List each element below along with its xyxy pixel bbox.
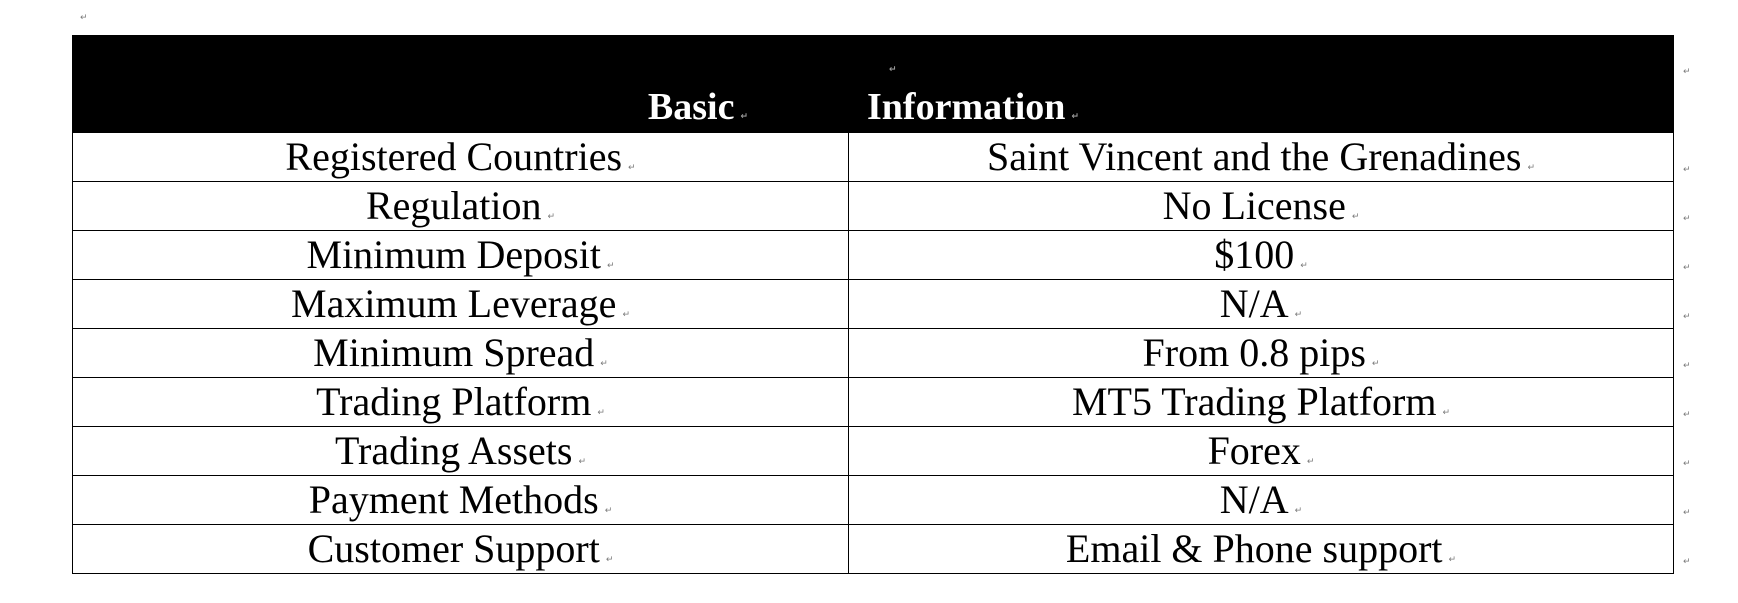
cell-end-mark: ↵ [597, 408, 605, 418]
table-row [73, 133, 1674, 182]
table-row [73, 525, 1674, 574]
label-cell [73, 133, 849, 182]
row-end-mark: ↵ [1683, 459, 1691, 469]
cell-end-mark: ↵ [606, 261, 615, 271]
row-end-mark: ↵ [1683, 263, 1691, 273]
row-label: Minimum Spread [313, 330, 595, 375]
value-cell [849, 182, 1674, 231]
cell-end-mark: ↵ [622, 310, 630, 320]
table-row [73, 427, 1674, 476]
row-value: N/A [1219, 477, 1289, 522]
cell-end-mark: ↵ [1294, 310, 1303, 320]
value-cell [849, 329, 1674, 378]
row-label: Maximum Leverage [291, 281, 617, 326]
row-label: Trading Platform [316, 379, 592, 424]
row-label: Registered Countries [285, 134, 623, 179]
row-value: MT5 Trading Platform [1071, 379, 1437, 424]
value-cell [849, 427, 1674, 476]
value-cell [849, 231, 1674, 280]
cell-end-mark: ↵ [604, 506, 613, 516]
row-label: Regulation [365, 183, 542, 228]
row-label: Minimum Deposit [306, 232, 601, 277]
cell-end-mark: ↵ [1351, 212, 1360, 222]
row-value: Forex [1207, 428, 1301, 473]
table-row [73, 476, 1674, 525]
cell-end-mark: ↵ [1306, 457, 1315, 467]
label-cell [73, 525, 849, 574]
table-row [73, 378, 1674, 427]
label-cell [73, 231, 849, 280]
cell-end-mark: ↵ [628, 163, 636, 173]
value-cell [849, 476, 1674, 525]
label-cell [73, 427, 849, 476]
row-label: Payment Methods [308, 477, 599, 522]
paragraph-mark: ↵ [889, 65, 897, 75]
row-value: Email & Phone support [1065, 526, 1443, 571]
row-label: Customer Support [307, 526, 600, 571]
row-end-mark: ↵ [1683, 508, 1691, 518]
label-cell [73, 329, 849, 378]
cell-end-mark: ↵ [1071, 112, 1079, 122]
cell-end-mark: ↵ [578, 457, 586, 467]
cell-end-mark: ↵ [1294, 506, 1303, 516]
cell-end-mark: ↵ [1300, 261, 1308, 271]
row-end-mark: ↵ [1683, 557, 1691, 567]
row-value: N/A [1219, 281, 1289, 326]
header-label-information: Information [867, 86, 1066, 128]
cell-end-mark: ↵ [600, 359, 608, 369]
row-value: No License [1162, 183, 1346, 228]
table-row [73, 329, 1674, 378]
value-cell [849, 133, 1674, 182]
value-cell [849, 280, 1674, 329]
row-end-mark: ↵ [1683, 410, 1691, 420]
cell-end-mark: ↵ [1371, 359, 1380, 369]
table-row [73, 182, 1674, 231]
row-end-mark: ↵ [1683, 312, 1691, 322]
cell-end-mark: ↵ [605, 555, 614, 565]
header-cell-information [849, 36, 1674, 133]
value-cell [849, 378, 1674, 427]
row-end-mark: ↵ [1683, 214, 1691, 224]
row-value: From 0.8 pips [1142, 330, 1366, 375]
cell-end-mark: ↵ [740, 112, 748, 122]
cell-end-mark: ↵ [1448, 555, 1457, 565]
cell-end-mark: ↵ [1527, 163, 1536, 173]
cell-end-mark: ↵ [1442, 408, 1451, 418]
label-cell [73, 476, 849, 525]
row-value: $100 [1214, 232, 1295, 277]
row-end-mark: ↵ [1683, 165, 1691, 175]
value-cell [849, 525, 1674, 574]
row-end-mark: ↵ [1683, 361, 1691, 371]
header-cell-basic [73, 36, 849, 133]
table-row [73, 280, 1674, 329]
header-label-basic: Basic [647, 86, 735, 128]
label-cell [73, 378, 849, 427]
label-cell [73, 182, 849, 231]
basic-information-table [72, 35, 1674, 574]
table-row [73, 231, 1674, 280]
paragraph-mark: ↵ [80, 13, 88, 23]
row-value: Saint Vincent and the Grenadines [986, 134, 1522, 179]
label-cell [73, 280, 849, 329]
row-end-mark: ↵ [1683, 67, 1691, 77]
cell-end-mark: ↵ [547, 212, 556, 222]
table-header-row [73, 36, 1674, 133]
row-label: Trading Assets [334, 428, 573, 473]
